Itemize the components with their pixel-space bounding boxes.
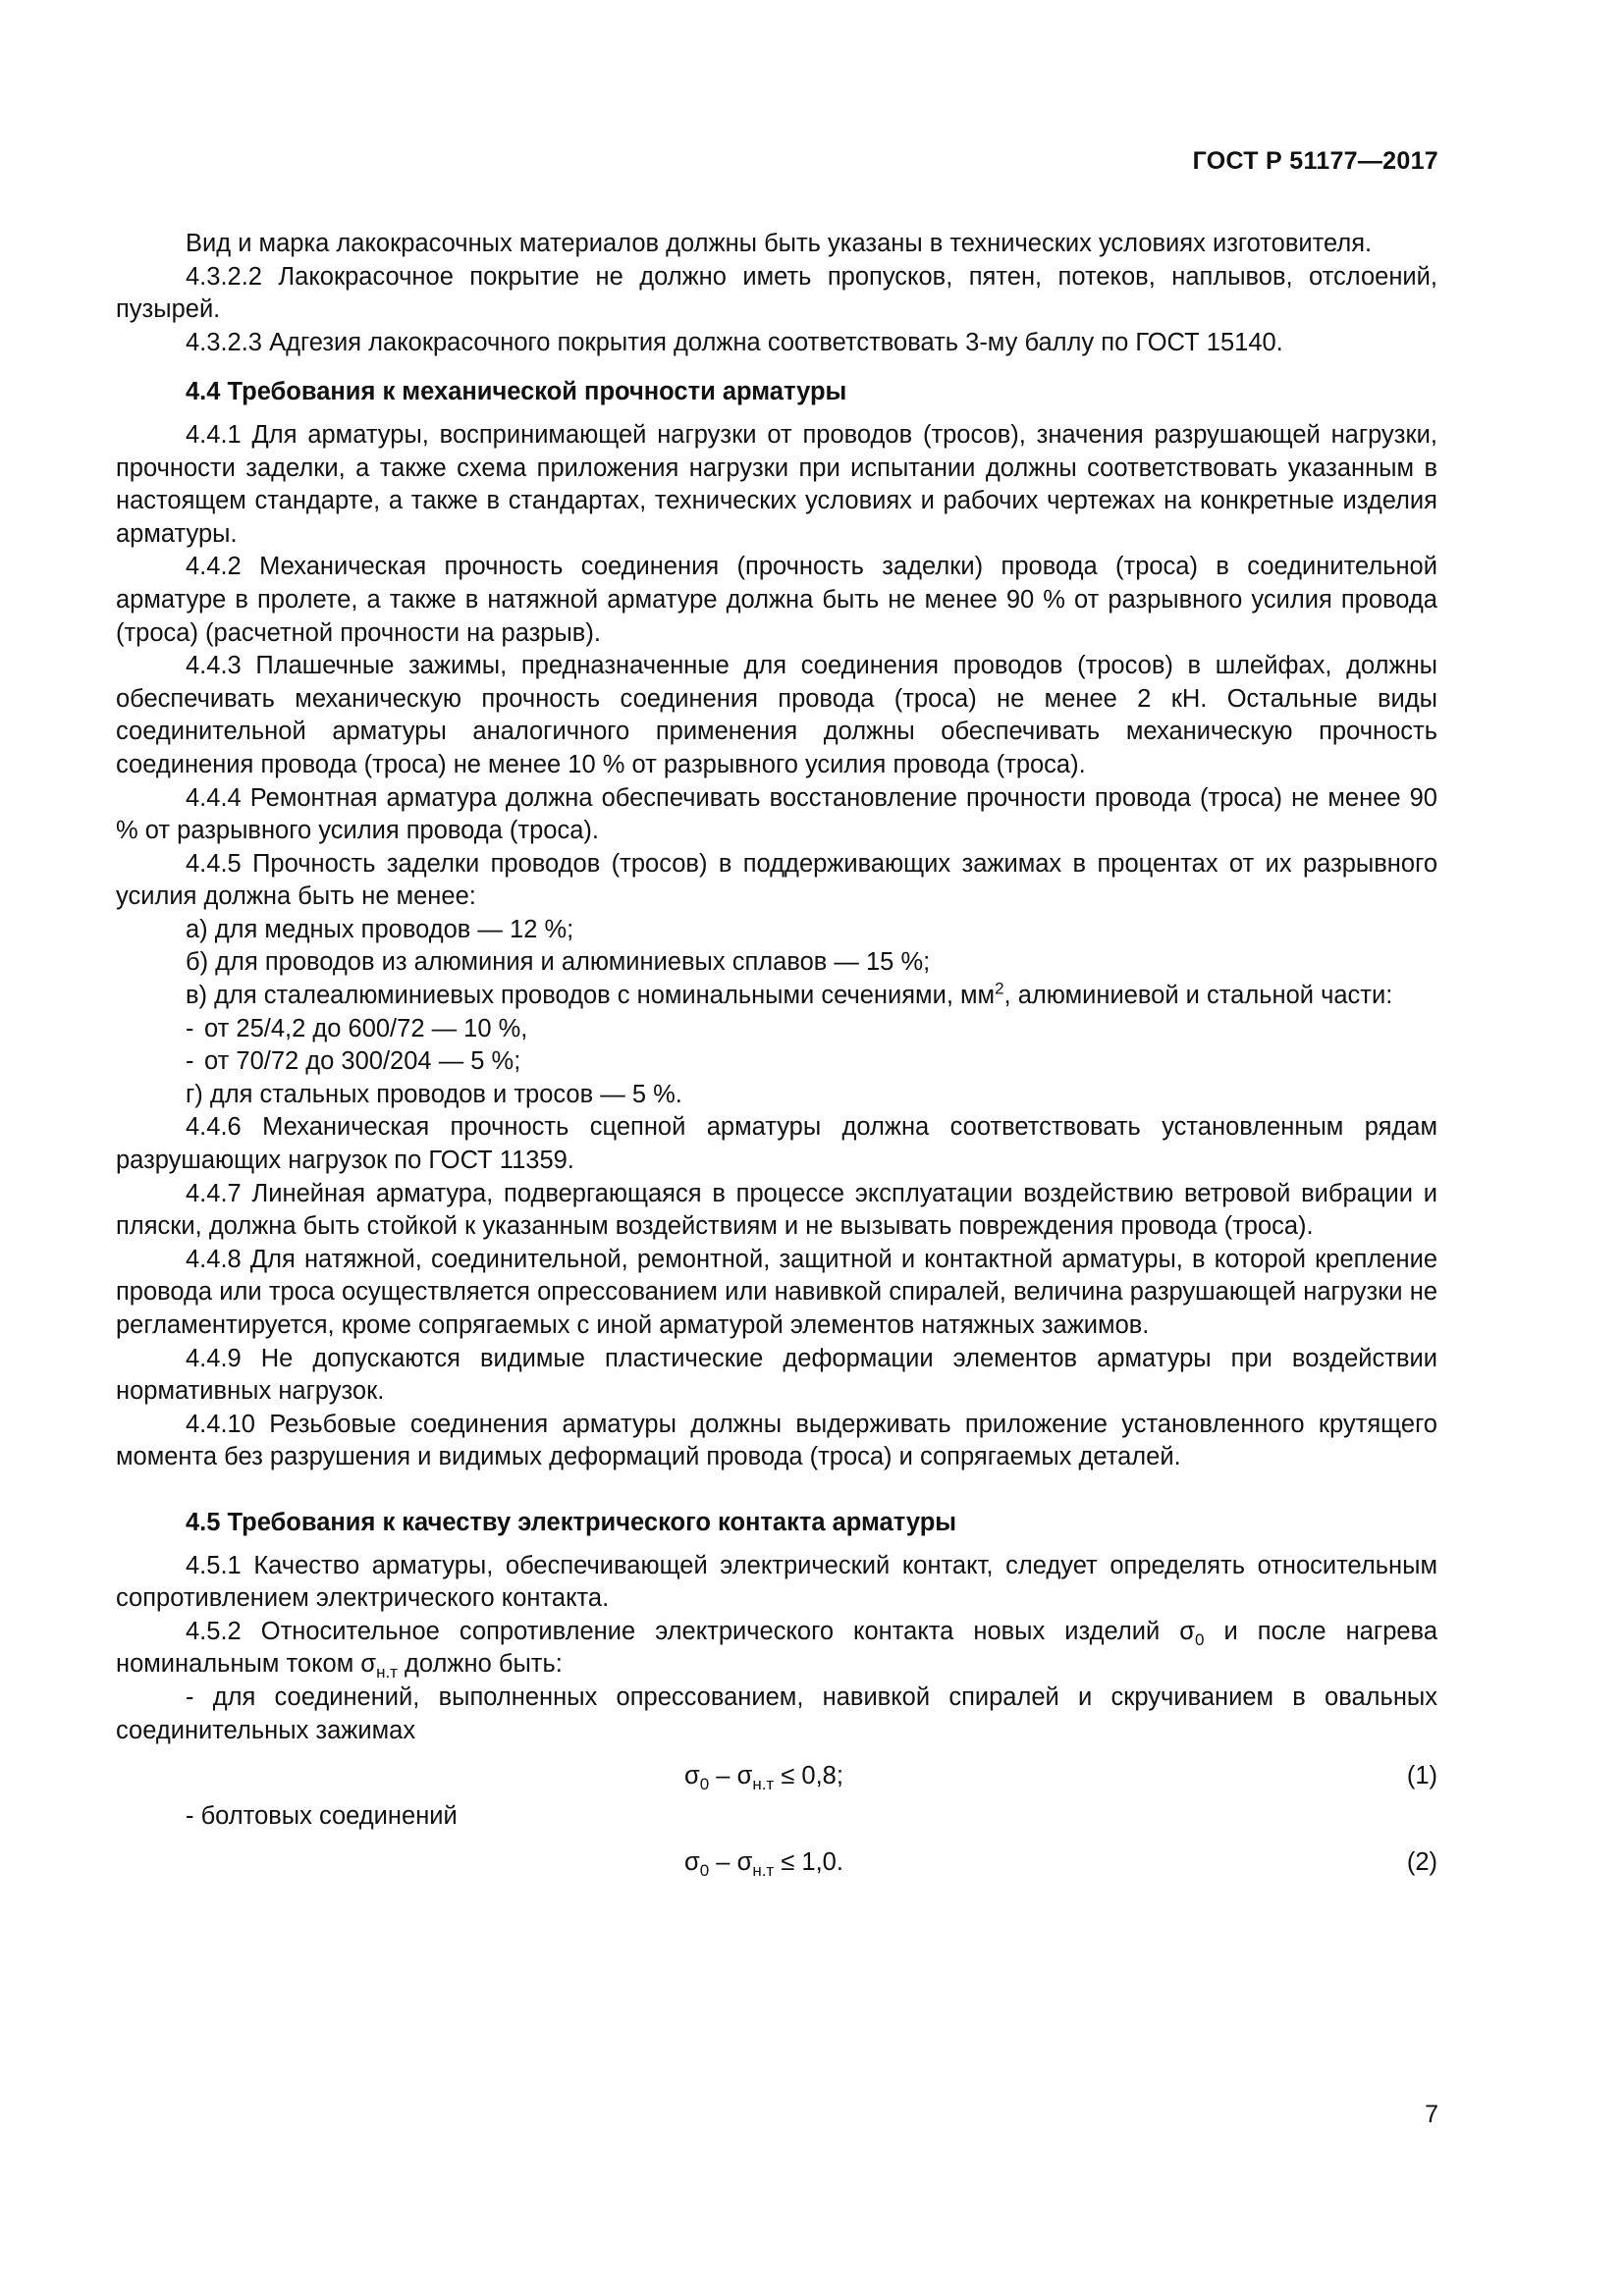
paragraph: 4.4.4 Ремонтная арматура должна обеспечивать восстановление прочности провода (троса) не менее 90 % от разрывного усилия провода (троса). — [116, 783, 1437, 845]
paragraph: 4.4.8 Для натяжной, соединительной, ремонтной, защитной и контактной арматуры, в которой крепление провода или троса осуществляется опрессованием или навивкой спиралей, величина разрушающей нагрузки не регламентируется, кроме сопрягаемых с иной арматурой элементов натяжных зажимов. — [116, 1245, 1437, 1339]
list-item-text: в) для сталеалюминиевых проводов с номинальными сечениями, мм — [186, 982, 996, 1010]
formula-expression — [684, 1846, 843, 1880]
subscript: н.т — [752, 1775, 775, 1794]
formula-symbol: ≤ 0,8; — [774, 1762, 843, 1790]
subscript: н.т — [376, 1663, 398, 1682]
list-item — [116, 980, 1437, 1013]
paragraph: 4.5.1 Качество арматуры, обеспечивающей электрический контакт, следует определять относительным сопротивлением электрического контакта. — [116, 1551, 1437, 1613]
paragraph: 4.3.2.3 Адгезия лакокрасочного покрытия должна соответствовать 3-му баллу по ГОСТ 15140. — [186, 328, 1283, 356]
paragraph-text: и после нагрева номинальным током σ — [116, 1617, 1438, 1679]
paragraph: - для соединений, выполненных опрессованием, навивкой спиралей и скручиванием в овальных соединительных зажимах — [116, 1682, 1437, 1744]
paragraph: 4.4.5 Прочность заделки проводов (тросов) в поддерживающих зажимах в процентах от их разрывного усилия должна быть не менее: — [116, 849, 1437, 911]
dash-item-text: от 25/4,2 до 600/72 — 10 %, — [204, 1014, 528, 1042]
formula-1 — [116, 1753, 1437, 1800]
paragraph: 4.4.6 Механическая прочность сцепной арматуры должна соответствовать установленным рядам разрушающих нагрузок по ГОСТ 11359. — [116, 1113, 1437, 1175]
paragraph: 4.4.3 Плашечные зажимы, предназначенные для соединения проводов (тросов) в шлейфах, должны обеспечивать механическую прочность соединения провода (троса) не менее 2 кН. Остальные виды соединительной арматуры аналогичного применения должны обеспечивать механическую прочность соединения провода (троса) не менее 10 % от разрывного усилия провода (троса). — [116, 652, 1437, 778]
formula-number: (1) — [1406, 1762, 1437, 1790]
document-body — [116, 228, 1437, 1887]
paragraph: 4.4.1 Для арматуры, воспринимающей нагрузки от проводов (тросов), значения разрушающей нагрузки, прочности заделки, а также схема приложения нагрузки при испытании должны соответствовать указанным в настоящем стандарте, а также в стандартах, технических условиях и рабочих чертежах на конкретные изделия арматуры. — [116, 420, 1437, 548]
paragraph: 4.4.10 Резьбовые соединения арматуры должны выдерживать приложение установленного крутящего момента без разрушения и видимых деформаций провода (троса) и сопрягаемых деталей. — [116, 1410, 1437, 1471]
dash-item — [116, 1013, 1437, 1046]
paragraph-text: 4.5.2 Относительное сопротивление электрического контакта новых изделий σ — [186, 1617, 1196, 1645]
subscript: 0 — [699, 1775, 710, 1794]
paragraph: Вид и марка лакокрасочных материалов должны быть указаны в технических условиях изготовителя. — [186, 230, 1373, 257]
page-number: 7 — [1425, 2101, 1438, 2128]
paragraph: 4.3.2.2 Лакокрасочное покрытие не должно иметь пропусков, пятен, потеков, наплывов, отслоений, пузырей. — [116, 262, 1437, 324]
formula-2 — [116, 1840, 1437, 1887]
dash-item-text: от 70/72 до 300/204 — 5 %; — [204, 1047, 521, 1076]
list-item: б) для проводов из алюминия и алюминиевых сплавов — 15 %; — [186, 948, 931, 977]
dash-item — [116, 1045, 1437, 1079]
formula-symbol: σ — [684, 1847, 700, 1876]
superscript: 2 — [995, 979, 1004, 998]
section-heading-4-5: 4.5 Требования к качеству электрического контакта арматуры — [186, 1508, 957, 1536]
paragraph: 4.4.9 Не допускаются видимые пластические деформации элементов арматуры при воздействии нормативных нагрузок. — [116, 1344, 1437, 1406]
formula-symbol: ≤ 1,0. — [774, 1847, 843, 1876]
list-item-text: , алюминиевой и стальной части: — [1003, 982, 1393, 1010]
paragraph: 4.4.7 Линейная арматура, подвергающаяся в процессе эксплуатации воздействию ветровой вибрации и пляски, должна быть стойкой к указанным воздействиям и не вызывать повреждения провода (троса). — [116, 1179, 1437, 1241]
paragraph: - болтовых соединений — [186, 1802, 458, 1831]
subscript: 0 — [1195, 1629, 1205, 1649]
formula-number: (2) — [1406, 1847, 1437, 1876]
paragraph: 4.4.2 Механическая прочность соединения (прочность заделки) провода (троса) в соединительной арматуре в пролете, а также в натяжной арматуре должна быть не менее 90 % от разрывного усилия провода (троса) (расчетной прочности на разрыв). — [116, 553, 1437, 647]
standard-header: ГОСТ Р 51177—2017 — [1192, 147, 1438, 175]
formula-symbol: σ — [684, 1762, 700, 1790]
formula-symbol: – σ — [709, 1762, 753, 1790]
list-item: г) для стальных проводов и тросов — 5 %. — [186, 1080, 682, 1108]
paragraph-text: должно быть: — [397, 1650, 563, 1679]
subscript: 0 — [699, 1860, 710, 1880]
dash-marker: - — [186, 1047, 194, 1076]
formula-symbol: – σ — [709, 1847, 753, 1876]
section-heading-4-4: 4.4 Требования к механической прочности арматуры — [186, 378, 847, 406]
list-item: а) для медных проводов — 12 %; — [186, 915, 574, 943]
subscript: н.т — [752, 1860, 775, 1880]
paragraph — [116, 1616, 1437, 1682]
dash-marker: - — [186, 1014, 194, 1042]
formula-expression — [684, 1760, 843, 1793]
